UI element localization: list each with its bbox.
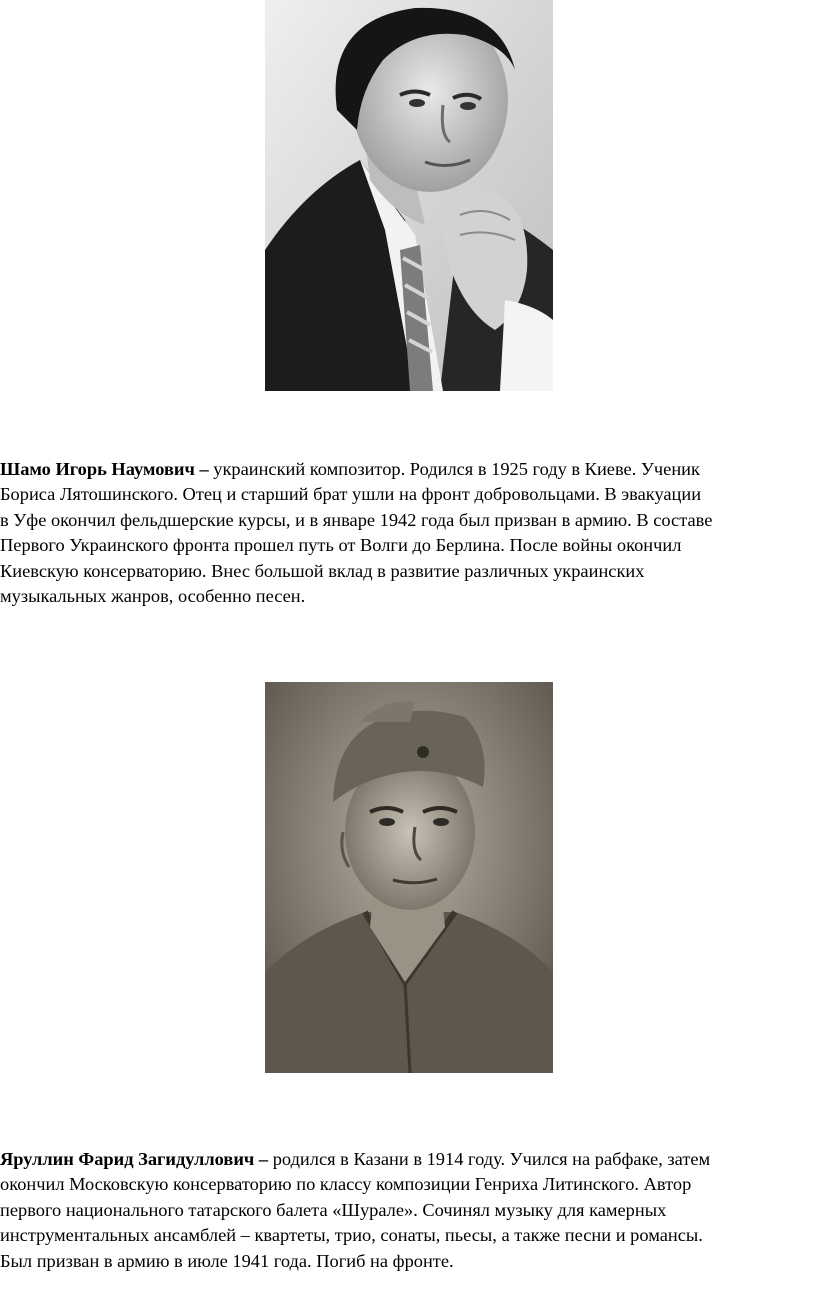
bio-line: музыкальных жанров, особенно песен. (0, 586, 306, 607)
bio-shamo (0, 457, 816, 609)
bio-line: первого национального татарского балета «Шурале». Сочинял музыку для камерных (0, 1199, 667, 1220)
portrait-photo-shamo (265, 0, 553, 391)
bio-line: инструментальных ансамблей – квартеты, трио, сонаты, пьесы, а также песни и романсы. (0, 1225, 703, 1246)
bio-line: Бориса Лятошинского. Отец и старший брат ушли на фронт добровольцами. В эвакуации (0, 484, 702, 505)
bio-line: в Уфе окончил фельдшерские курсы, и в январе 1942 года был призван в армию. В составе (0, 509, 713, 530)
bio-dash: – (254, 1149, 273, 1169)
bio-name: Яруллин Фарид Загидуллович (0, 1149, 255, 1169)
portrait-image-yarullin (265, 682, 553, 1073)
portrait-photo-yarullin (265, 682, 553, 1073)
bio-line: окончил Московскую консерваторию по классу композиции Генриха Литинского. Автор (0, 1174, 692, 1195)
bio-name: Шамо Игорь Наумович (0, 459, 195, 479)
bio-line: родился в Казани в 1914 году. Учился на рабфаке, затем (272, 1149, 711, 1169)
bio-line: Первого Украинского фронта прошел путь от Волги до Берлина. После войны окончил (0, 535, 682, 556)
bio-dash: – (194, 459, 214, 479)
bio-yarullin (0, 1147, 816, 1274)
bio-line: Киевскую консерваторию. Внес большой вклад в развитие различных украинских (0, 560, 645, 581)
bio-line: Был призван в армию в июле 1941 года. Погиб на фронте. (0, 1250, 454, 1271)
portrait-image-shamo (265, 0, 553, 391)
bio-line: украинский композитор. Родился в 1925 году в Киеве. Ученик (213, 459, 700, 479)
